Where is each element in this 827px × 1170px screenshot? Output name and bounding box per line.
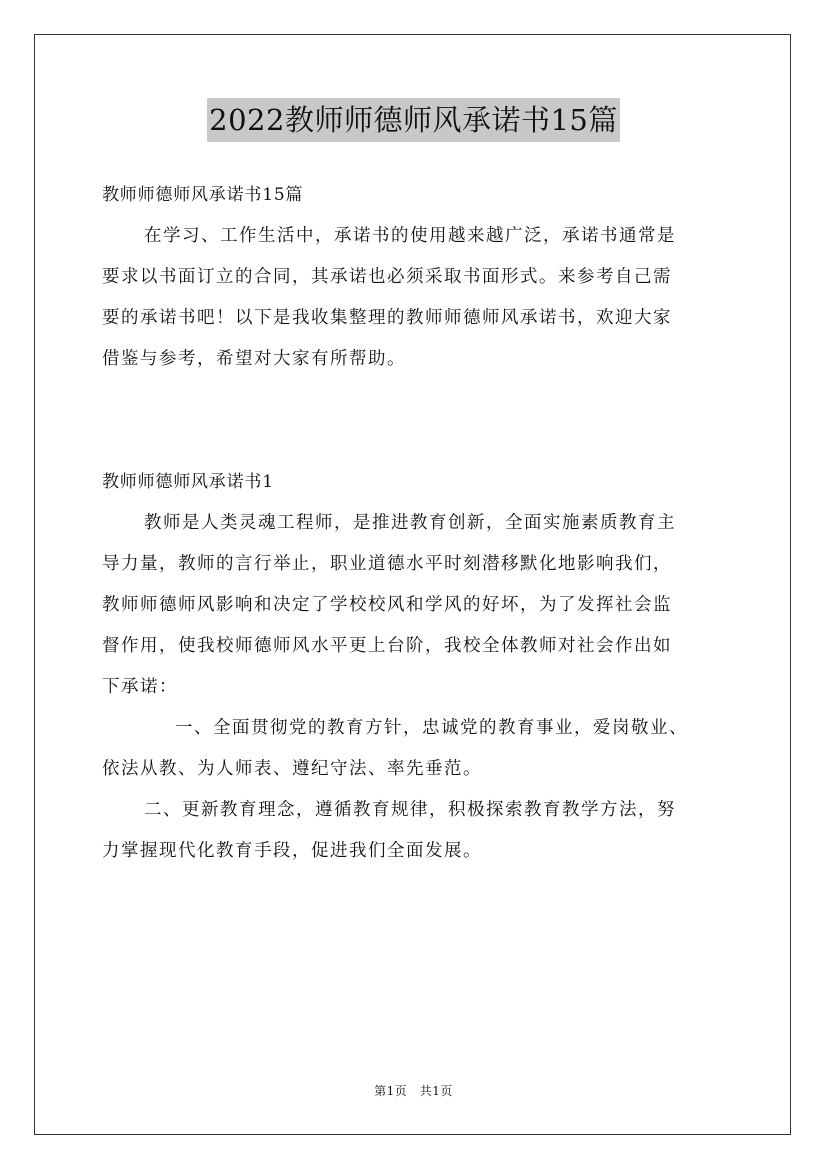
pledge-line: 二、更新教育理念，遵循教育规律，积极探索教育教学方法，努 xyxy=(144,800,676,820)
section-line: 督作用，使我校师德师风水平更上台阶，我校全体教师对社会作出如 xyxy=(102,636,672,656)
document-body xyxy=(102,175,742,872)
intro-line: 借鉴与参考，希望对大家有所帮助。 xyxy=(102,349,406,369)
page-number: 第1页 共1页 xyxy=(374,1084,453,1098)
pledge-line: 一、全面贯彻党的教育方针，忠诚党的教育事业，爱岗敬业、 xyxy=(175,718,688,738)
paragraph-spacer xyxy=(102,380,742,462)
section-heading: 教师师德师风承诺书1 xyxy=(102,472,274,492)
pledge-line: 依法从教、为人师表、遵纪守法、率先垂范。 xyxy=(102,759,482,779)
section-line: 导力量，教师的言行举止，职业道德水平时刻潜移默化地影响我们， xyxy=(102,554,672,574)
pledge-line: 力掌握现代化教育手段，促进我们全面发展。 xyxy=(102,841,482,861)
title-container xyxy=(0,98,827,142)
section-line: 下承诺： xyxy=(102,677,178,697)
intro-line: 要的承诺书吧！以下是我收集整理的教师师德师风承诺书，欢迎大家 xyxy=(102,308,672,328)
section-line: 教师是人类灵魂工程师，是推进教育创新，全面实施素质教育主 xyxy=(144,513,676,533)
document-title: 2022教师师德师风承诺书15篇 xyxy=(207,98,620,142)
intro-line: 要求以书面订立的合同，其承诺也必须采取书面形式。来参考自己需 xyxy=(102,267,672,287)
intro-line: 在学习、工作生活中，承诺书的使用越来越广泛，承诺书通常是 xyxy=(144,226,676,246)
document-subtitle: 教师师德师风承诺书15篇 xyxy=(102,185,304,205)
section-line: 教师师德师风影响和决定了学校校风和学风的好坏，为了发挥社会监 xyxy=(102,595,672,615)
